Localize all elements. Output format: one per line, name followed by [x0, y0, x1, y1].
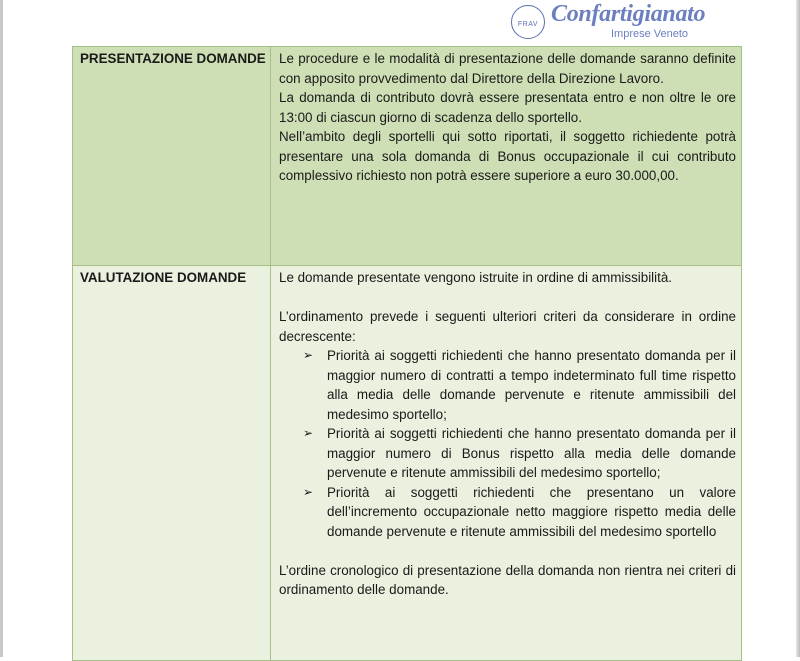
arrow-bullet-icon: ➢: [303, 484, 314, 499]
arrow-bullet-icon: ➢: [303, 348, 314, 362]
page-right-edge: [796, 0, 800, 657]
arrow-bullet-icon: ➢: [303, 426, 314, 440]
paragraph: Le domande presentate vengono istruite in ordine di ammissibilità.: [279, 270, 673, 285]
paragraph: Nell’ambito degli sportelli qui sotto riportati, il soggetto richiedente potrà presentare una sola domanda di Bonus occupazionale il cui contributo complessivo richiesto non potrà essere superiore a euro 30.000,00.: [279, 129, 736, 183]
list-item: [303, 346, 736, 424]
page-left-edge: [0, 0, 3, 657]
row-content-valutazione: [271, 266, 742, 661]
row-label-presentazione: PRESENTAZIONE DOMANDE: [73, 47, 271, 266]
table-row-presentazione: [73, 47, 742, 266]
blank-line: [279, 288, 736, 308]
row-content-presentazione: [271, 47, 742, 266]
list-item: [303, 424, 736, 483]
criterion-text: Priorità ai soggetti richiedenti che presentano un valore dell’incremento occupazionale netto maggiore rispetto media delle domande pervenute e ritenute ammissibili del medesimo sportello: [327, 484, 736, 539]
paragraph: La domanda di contributo dovrà essere presentata entro e non oltre le ore 13:00 di ciascun giorno di scadenza dello sportello.: [279, 90, 736, 125]
table-row-valutazione: [73, 266, 742, 661]
criteria-list: [279, 346, 736, 541]
paragraph: L’ordine cronologico di presentazione della domanda non rientra nei criteri di ordinamento delle domande.: [279, 562, 736, 597]
confartigianato-logo: [511, 3, 741, 43]
paragraph: Le procedure e le modalità di presentazione delle domande saranno definite con apposito provvedimento dal Direttore della Direzione Lavoro.: [279, 51, 736, 86]
row-label-valutazione: VALUTAZIONE DOMANDE: [73, 266, 271, 661]
logo-badge-text: FRAV: [517, 21, 539, 28]
paragraph: L’ordinamento prevede i seguenti ulteriori criteri da considerare in ordine decrescente:: [279, 309, 736, 344]
logo-name: Confartigianato: [551, 1, 706, 27]
blank-line: [279, 541, 736, 561]
criterion-text: Priorità ai soggetti richiedenti che hanno presentato domanda per il maggior numero di contratti a tempo indeterminato full time rispetto alla media delle domande pervenute e ritenute ammissibili del medesimo sportello;: [327, 348, 736, 422]
logo-subtitle: Imprese Veneto: [611, 28, 689, 40]
criteria-table: [72, 46, 742, 661]
criterion-text: Priorità ai soggetti richiedenti che hanno presentato domanda per il maggior numero di Bonus rispetto alla media delle domande pervenute e ritenute ammissibili del medesimo sportello;: [327, 426, 736, 480]
list-item: [303, 483, 736, 542]
